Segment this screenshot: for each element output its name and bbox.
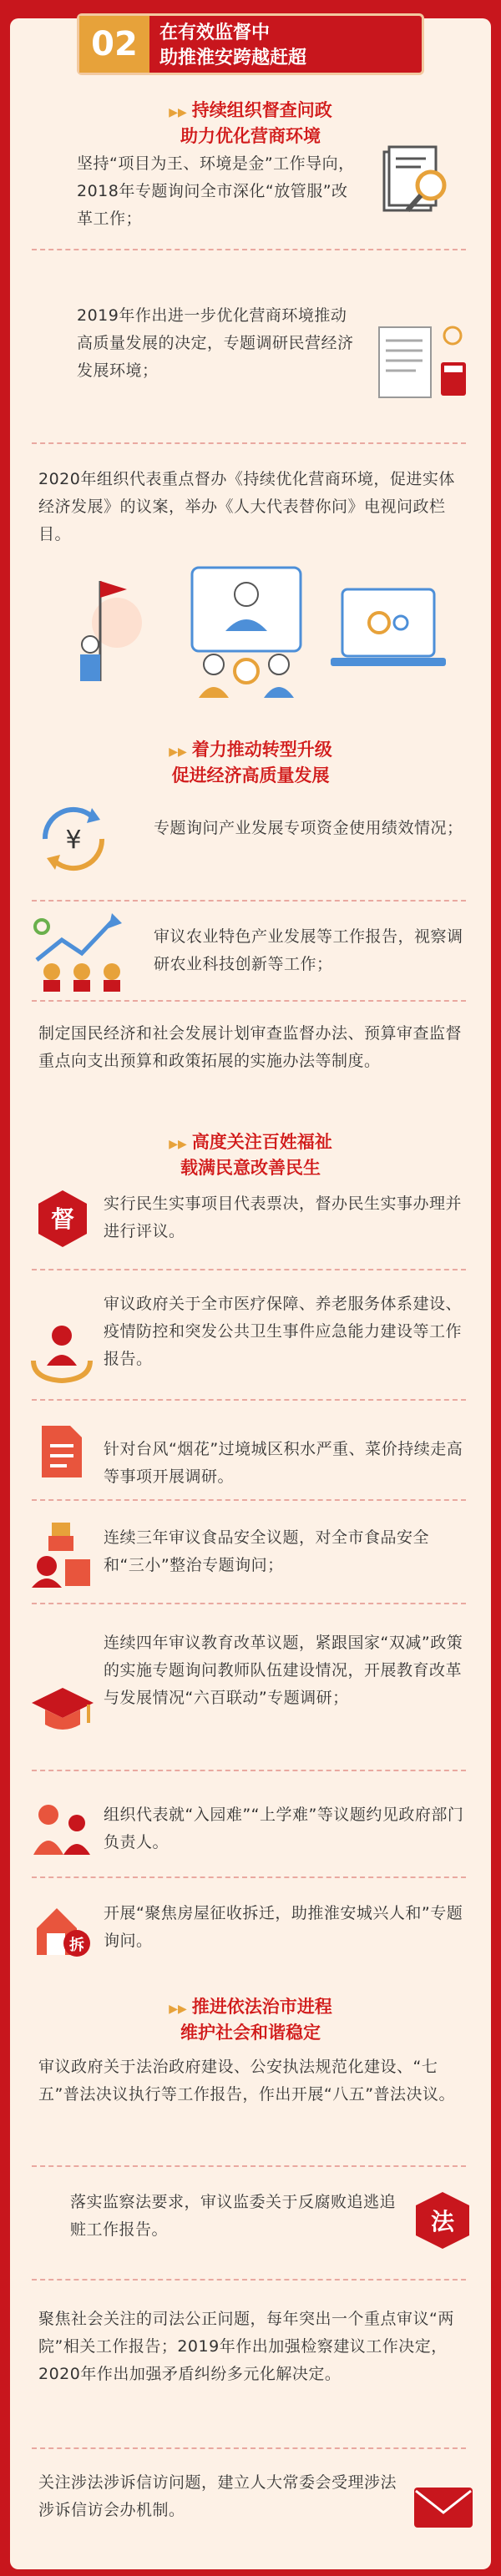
section-title-2 <box>0 738 501 787</box>
separator <box>32 1876 466 1878</box>
yen-symbol: ¥ <box>65 826 82 855</box>
section-3-line1: 高度关注百姓福祉 <box>191 1132 332 1152</box>
item-4: 专题询问产业发展专项资金使用绩效情况； <box>154 819 463 837</box>
people-network-illustration <box>50 564 451 706</box>
item-16: 聚焦社会关注的司法公正问题，每年突出一个重点审议“两院”相关工作报告；2019年作出加强检察建议工作决定，2020年作出加强矛盾纠纷多元化解决定。 <box>38 2310 454 2383</box>
separator <box>32 1499 466 1501</box>
item-9: 针对台风“烟花”过境城区积水严重、菜价持续走高等事项开展调研。 <box>104 1440 463 1486</box>
section-3-line2: 载满民意改善民生 <box>180 1158 321 1178</box>
separator <box>32 1399 466 1401</box>
food-safety-icon <box>28 1521 94 1588</box>
item-11: 连续四年审议教育改革议题，紧跟国家“双减”政策的实施专题询问教师队伍建设情况，开展教育改革与发展情况“六百联动”专题调研； <box>104 1634 463 1707</box>
arrows-icon: ▶▶ <box>169 1138 187 1151</box>
section-4-line1: 推进依法治市进程 <box>191 1997 332 2017</box>
header-title-line1: 在有效监督中 <box>159 23 271 43</box>
family-icon <box>30 1801 94 1856</box>
item-14: 审议政府关于法治政府建设、公安执法规范化建设、“七五”普法决议执行等工作报告，作出开展“八五”普法决议。 <box>38 2058 456 2104</box>
header-title-line2: 助推淮安跨越赶超 <box>159 48 307 68</box>
separator <box>32 2279 466 2281</box>
section-2-line2: 促进经济高质量发展 <box>171 765 330 785</box>
separator <box>32 900 466 902</box>
section-1-line1: 持续组织督查问政 <box>191 100 332 120</box>
item-5: 审议农业特色产业发展等工作报告，视察调研农业科技创新等工作； <box>154 927 463 973</box>
separator <box>32 442 466 444</box>
item-2: 2019年作出进一步优化营商环境推动高质量发展的决定，专题调研民营经济发展环境； <box>77 306 354 380</box>
item-3: 2020年组织代表重点督办《持续优化营商环境，促进实体经济发展》的议案，举办《人大代表替你问》电视问政栏目。 <box>38 470 455 543</box>
section-title-3 <box>0 1130 501 1179</box>
section-title-4 <box>0 1995 501 2044</box>
section-header <box>77 13 424 75</box>
separator <box>32 2165 466 2167</box>
section-4-line2: 维护社会和谐稳定 <box>180 2023 321 2043</box>
separator <box>32 1603 466 1604</box>
arrows-icon: ▶▶ <box>169 2003 187 2016</box>
item-12: 组织代表就“入园难”“上学难”等议题约见政府部门负责人。 <box>104 1806 464 1851</box>
badge-chai-text: 拆 <box>69 1937 84 1954</box>
badge-du-text: 督 <box>50 1205 75 1233</box>
demolition-icon <box>32 1900 94 1958</box>
medical-care-icon <box>28 1319 95 1384</box>
law-badge-icon <box>412 2190 473 2250</box>
separator <box>32 2447 466 2449</box>
graduation-cap-icon <box>30 1685 95 1735</box>
separator <box>32 249 466 250</box>
item-15: 落实监察法要求，审议监委关于反腐败追逃追赃工作报告。 <box>70 2193 397 2239</box>
item-10: 连续三年审议食品安全议题，对全市食品安全和“三小”整治专题询问； <box>104 1528 430 1574</box>
badge-fa-text: 法 <box>430 2208 455 2235</box>
item-13: 开展“聚焦房屋征收拆迁，助推淮安城兴人和”专题询问。 <box>104 1904 463 1950</box>
magnifier-document-icon <box>367 140 468 224</box>
report-calculator-icon <box>372 316 473 407</box>
item-6: 制定国民经济和社会发展计划审查监督办法、预算审查监督重点向支出预算和政策拓展的实施办法等制度。 <box>38 1024 463 1070</box>
arrows-icon: ▶▶ <box>169 745 187 759</box>
header-number: 02 <box>79 16 149 73</box>
section-1-line2: 助力优化营商环境 <box>180 126 321 146</box>
header-title <box>159 21 306 71</box>
section-2-line1: 着力推动转型升级 <box>191 740 332 760</box>
item-7: 实行民生实事项目代表票决，督办民生实事办理并进行评议。 <box>104 1195 463 1240</box>
supervise-badge-icon <box>35 1189 90 1249</box>
farmers-growth-icon <box>28 910 145 993</box>
document-icon <box>37 1424 87 1479</box>
arrows-icon: ▶▶ <box>169 106 187 119</box>
envelope-icon <box>412 2484 474 2531</box>
yen-cycle-icon <box>33 801 114 876</box>
separator <box>32 1269 466 1270</box>
item-8: 审议政府关于全市医疗保障、养老服务体系建设、疫情防控和突发公共卫生事件应急能力建设等工作报告。 <box>104 1295 463 1368</box>
item-1: 坚持“项目为王、环境是金”工作导向，2018年专题询问全市深化“放管服”改革工作； <box>77 154 355 228</box>
separator <box>32 1000 466 1002</box>
separator <box>32 1770 466 1771</box>
item-17: 关注涉法涉诉信访问题，建立人大常委会受理涉法涉诉信访会办机制。 <box>38 2473 397 2519</box>
